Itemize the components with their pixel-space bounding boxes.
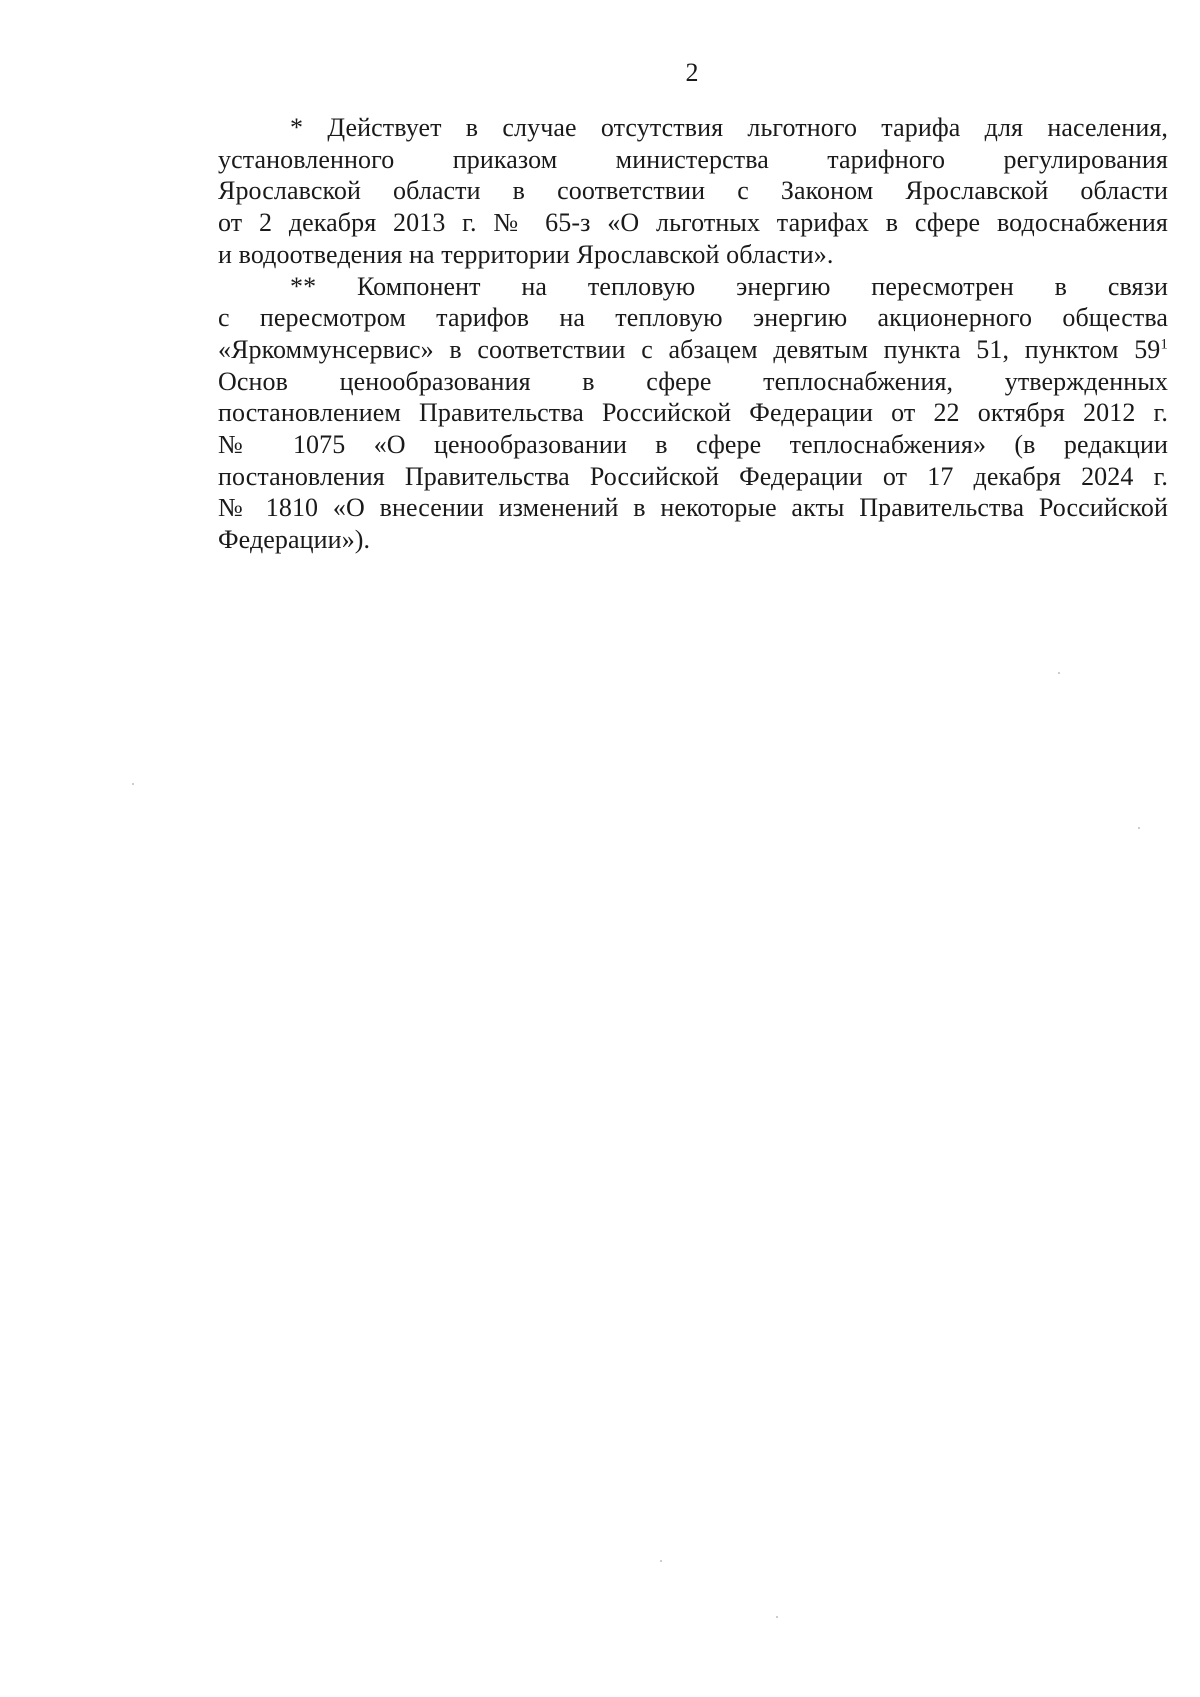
text-line: Ярославской области в соответствии с Законом Ярославской области [218, 176, 1168, 206]
scan-speck [1138, 827, 1140, 829]
text-line: установленного приказом министерства тарифного регулирования [218, 144, 1168, 174]
text-line: № 1810 «О внесении изменений в некоторые акты Правительства Российской [218, 493, 1168, 523]
page-number: 2 [685, 58, 699, 87]
footnote-double-asterisk [218, 271, 1168, 556]
text-line: * Действует в случае отсутствия льготного тарифа для населения, [290, 113, 1168, 142]
text-line: Федерации»). [218, 525, 371, 555]
text-line: постановления Правительства Российской Федерации от 17 декабря 2024 г. [218, 461, 1168, 491]
scan-speck [660, 1560, 662, 1562]
text-line: Основ ценообразования в сфере теплоснабжения, утвержденных [218, 366, 1168, 396]
text-line: постановлением Правительства Российской Федерации от 22 октября 2012 г. [218, 398, 1168, 428]
text-line: с пересмотром тарифов на тепловую энергию акционерного общества [218, 303, 1168, 333]
text-line-content: «Яркоммунсервис» в соответствии с абзацем девятым пункта 51, пунктом 59 [218, 334, 1161, 364]
scan-speck [776, 1616, 778, 1618]
text-line: от 2 декабря 2013 г. № 65-з «О льготных тарифах в сфере водоснабжения [218, 208, 1168, 238]
text-line: ** Компонент на тепловую энергию пересмотрен в связи [290, 271, 1168, 301]
scan-speck [1058, 672, 1060, 674]
footnote-single-asterisk [218, 112, 1168, 271]
text-line: № 1075 «О ценообразовании в сфере теплоснабжения» (в редакции [218, 430, 1168, 460]
superscript-reference: 1 [1160, 336, 1168, 353]
text-line: и водоотведения на территории Ярославской области». [218, 239, 834, 269]
document-body [218, 112, 1168, 556]
text-line [218, 334, 1168, 366]
scan-speck [132, 783, 134, 785]
